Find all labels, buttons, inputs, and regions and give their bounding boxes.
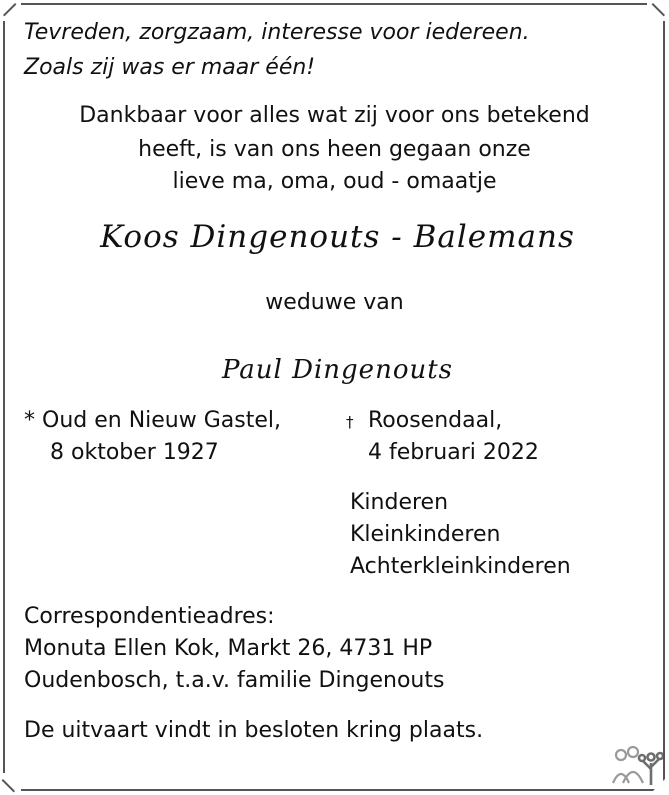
border-corner xyxy=(3,3,21,21)
family-line-3: Achterkleinkinderen xyxy=(350,554,571,579)
border-corner xyxy=(647,3,665,21)
motto-line-1: Tevreden, zorgzaam, interesse voor iedereen. xyxy=(24,20,530,45)
motto-line-2: Zoals zij was er maar één! xyxy=(24,55,316,80)
deceased-name: Koos Dingenouts - Balemans xyxy=(100,219,575,255)
correspondence-address-1: Monuta Ellen Kok, Markt 26, 4731 HP xyxy=(24,636,433,661)
intro-line-3: lieve ma, oma, oud - omaatje xyxy=(172,169,497,194)
funeral-note: De uitvaart vindt in besloten kring plaats. xyxy=(24,718,484,743)
family-tree-logo-icon xyxy=(609,743,663,787)
spouse-name: Paul Dingenouts xyxy=(221,355,454,385)
border-corner xyxy=(3,773,21,791)
death-place: Roosendaal, xyxy=(368,408,503,433)
death-date: 4 februari 2022 xyxy=(368,440,539,465)
birth-symbol: * xyxy=(24,408,35,433)
widow-of-label: weduwe van xyxy=(265,290,404,315)
birth-line xyxy=(24,405,281,437)
intro-line-1: Dankbaar voor alles wat zij voor ons betekend xyxy=(79,103,590,128)
birth-place: Oud en Nieuw Gastel, xyxy=(42,408,281,433)
family-line-1: Kinderen xyxy=(350,490,449,515)
death-symbol: † xyxy=(346,413,354,431)
correspondence-heading: Correspondentieadres: xyxy=(24,604,275,629)
intro-line-2: heeft, is van ons heen gegaan onze xyxy=(138,137,531,162)
correspondence-address-2: Oudenbosch, t.a.v. familie Dingenouts xyxy=(24,668,445,693)
family-line-2: Kleinkinderen xyxy=(350,522,501,547)
birth-date: 8 oktober 1927 xyxy=(50,440,219,465)
